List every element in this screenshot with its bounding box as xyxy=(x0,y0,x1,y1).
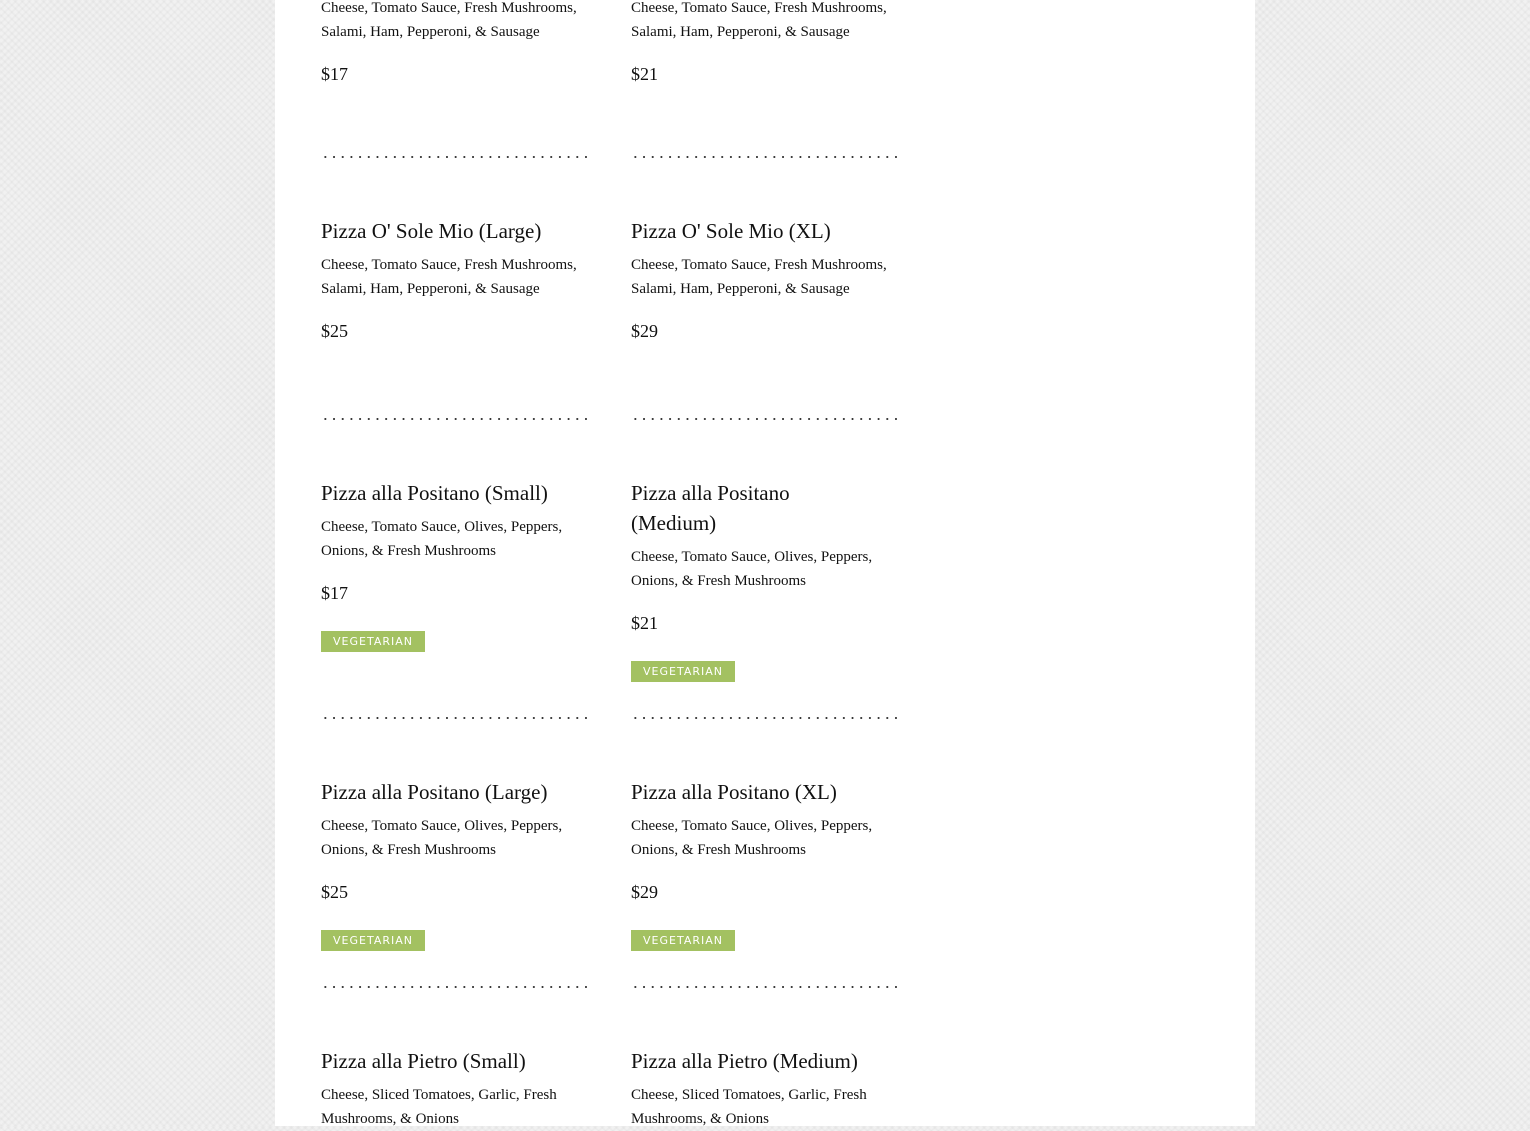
menu-item xyxy=(631,216,903,343)
item-price: $29 xyxy=(631,321,658,341)
item-price: $21 xyxy=(631,613,658,633)
menu-item xyxy=(631,777,903,951)
dotted-divider xyxy=(631,717,899,719)
item-description: Cheese, Sliced Tomatoes, Garlic, Fresh Mushrooms, & Onions xyxy=(631,1087,867,1127)
item-description: Cheese, Tomato Sauce, Fresh Mushrooms, Salami, Ham, Pepperoni, & Sausage xyxy=(631,257,887,297)
item-description: Cheese, Tomato Sauce, Olives, Peppers, Onions, & Fresh Mushrooms xyxy=(631,818,873,858)
menu-item xyxy=(321,0,593,86)
vegetarian-badge: VEGETARIAN xyxy=(631,930,735,951)
item-name: Pizza O' Sole Mio (Large) xyxy=(321,219,542,243)
menu-item xyxy=(631,478,903,682)
dotted-divider xyxy=(321,986,589,988)
menu-item xyxy=(631,1046,903,1131)
dotted-divider xyxy=(321,156,589,158)
dotted-divider xyxy=(631,156,899,158)
item-price: $17 xyxy=(321,64,348,84)
item-description: Cheese, Tomato Sauce, Olives, Peppers, Onions, & Fresh Mushrooms xyxy=(321,818,563,858)
item-description: Cheese, Tomato Sauce, Fresh Mushrooms, Salami, Ham, Pepperoni, & Sausage xyxy=(631,0,887,40)
item-description: Cheese, Tomato Sauce, Fresh Mushrooms, Salami, Ham, Pepperoni, & Sausage xyxy=(321,257,577,297)
menu-item xyxy=(321,216,593,343)
item-name: Pizza alla Positano (XL) xyxy=(631,780,837,804)
vegetarian-badge: VEGETARIAN xyxy=(321,631,425,652)
menu-item xyxy=(321,1046,593,1131)
dotted-divider xyxy=(631,986,899,988)
item-description: Cheese, Tomato Sauce, Olives, Peppers, Onions, & Fresh Mushrooms xyxy=(321,519,563,559)
item-price: $25 xyxy=(321,882,348,902)
item-description: Cheese, Tomato Sauce, Fresh Mushrooms, Salami, Ham, Pepperoni, & Sausage xyxy=(321,0,577,40)
dotted-divider xyxy=(631,418,899,420)
menu-item xyxy=(631,0,903,86)
item-price: $29 xyxy=(631,882,658,902)
item-price: $21 xyxy=(631,64,658,84)
item-name: Pizza alla Pietro (Medium) xyxy=(631,1049,858,1073)
dotted-divider xyxy=(321,717,589,719)
item-description: Cheese, Tomato Sauce, Olives, Peppers, Onions, & Fresh Mushrooms xyxy=(631,549,873,589)
item-price: $25 xyxy=(321,321,348,341)
menu-item xyxy=(321,478,593,652)
menu-panel xyxy=(275,0,1255,1126)
menu-item xyxy=(321,777,593,951)
vegetarian-badge: VEGETARIAN xyxy=(631,661,735,682)
item-name: Pizza alla Positano (Large) xyxy=(321,780,548,804)
item-name: Pizza alla Pietro (Small) xyxy=(321,1049,526,1073)
vegetarian-badge: VEGETARIAN xyxy=(321,930,425,951)
item-name: Pizza O' Sole Mio (XL) xyxy=(631,219,831,243)
item-name: Pizza alla Positano (Medium) xyxy=(631,481,790,535)
item-price: $17 xyxy=(321,583,348,603)
item-name: Pizza alla Positano (Small) xyxy=(321,481,548,505)
item-description: Cheese, Sliced Tomatoes, Garlic, Fresh Mushrooms, & Onions xyxy=(321,1087,557,1127)
dotted-divider xyxy=(321,418,589,420)
